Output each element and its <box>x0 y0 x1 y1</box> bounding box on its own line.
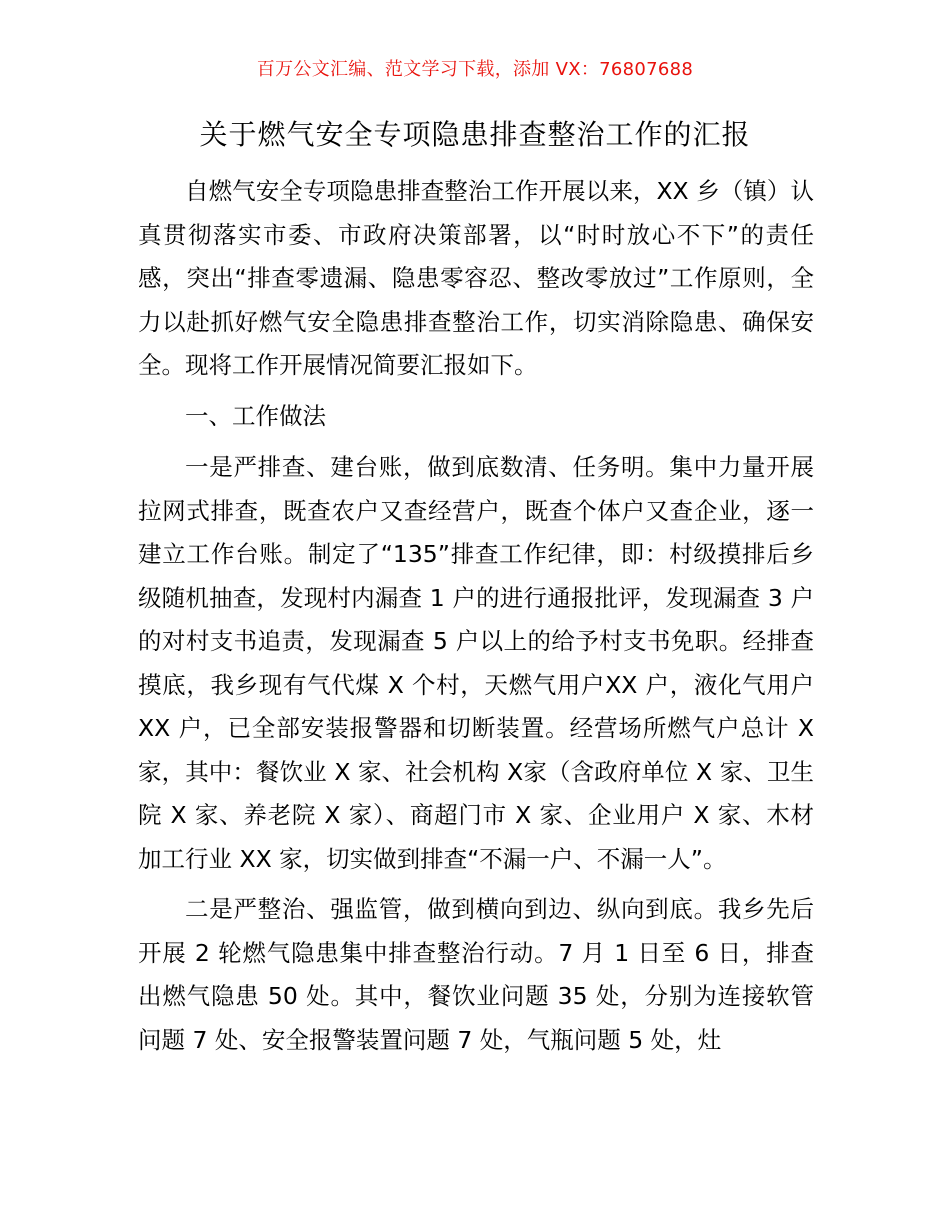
section-heading-work-methods: 一、工作做法 <box>185 401 326 430</box>
watermark-banner: 百万公文汇编、范文学习下载，添加 VX：76807688 <box>256 59 694 80</box>
paragraph-item-one: 一是严排查、建台账，做到底数清、任务明。集中力量开展拉网式排查，既查农户又查经营户，既查个体户又查企业，逐一建立工作台账。制定了“135”排查工作纪律，即：村级摸排后乡级随机抽查，发现村内漏查 1 户的进行通报批评，发现漏查 3 户的对村支书追责，发现漏查 5 户以上的给予村支书免职。经排查摸底，我乡现有气代煤 X 个村，天燃气用户XX 户，液化气用户 XX 户，已全部安装报警器和切断装置。经营场所燃气户总计 X 家，其中：餐饮业 X 家、社会机构 X家（含政府单位 X 家、卫生院 X 家、养老院 X 家）、商超门市 X 家、企业用户 X 家、木材加工行业 XX 家，切实做到排查“不漏一户、不漏一人”。 <box>138 453 814 873</box>
document-title: 关于燃气安全专项隐患排查整治工作的汇报 <box>199 118 751 151</box>
paragraph-item-two: 二是严整治、强监管，做到横向到边、纵向到底。我乡先后开展 2 轮燃气隐患集中排查整治行动。7 月 1 日至 6 日，排查出燃气隐患 50 处。其中，餐饮业问题 35 处，分别为连接软管问题 7 处、安全报警装置问题 7 处，气瓶问题 5 处，灶 <box>138 895 814 1054</box>
paragraph-intro: 自燃气安全专项隐患排查整治工作开展以来，XX 乡（镇）认真贯彻落实市委、市政府决策部署，以“时时放心不下”的责任感，突出“排查零遗漏、隐患零容忍、整改零放过”工作原则，全力以赴抓好燃气安全隐患排查整治工作，切实消除隐患、确保安全。现将工作开展情况简要汇报如下。 <box>138 177 814 379</box>
document-body <box>138 170 814 1062</box>
